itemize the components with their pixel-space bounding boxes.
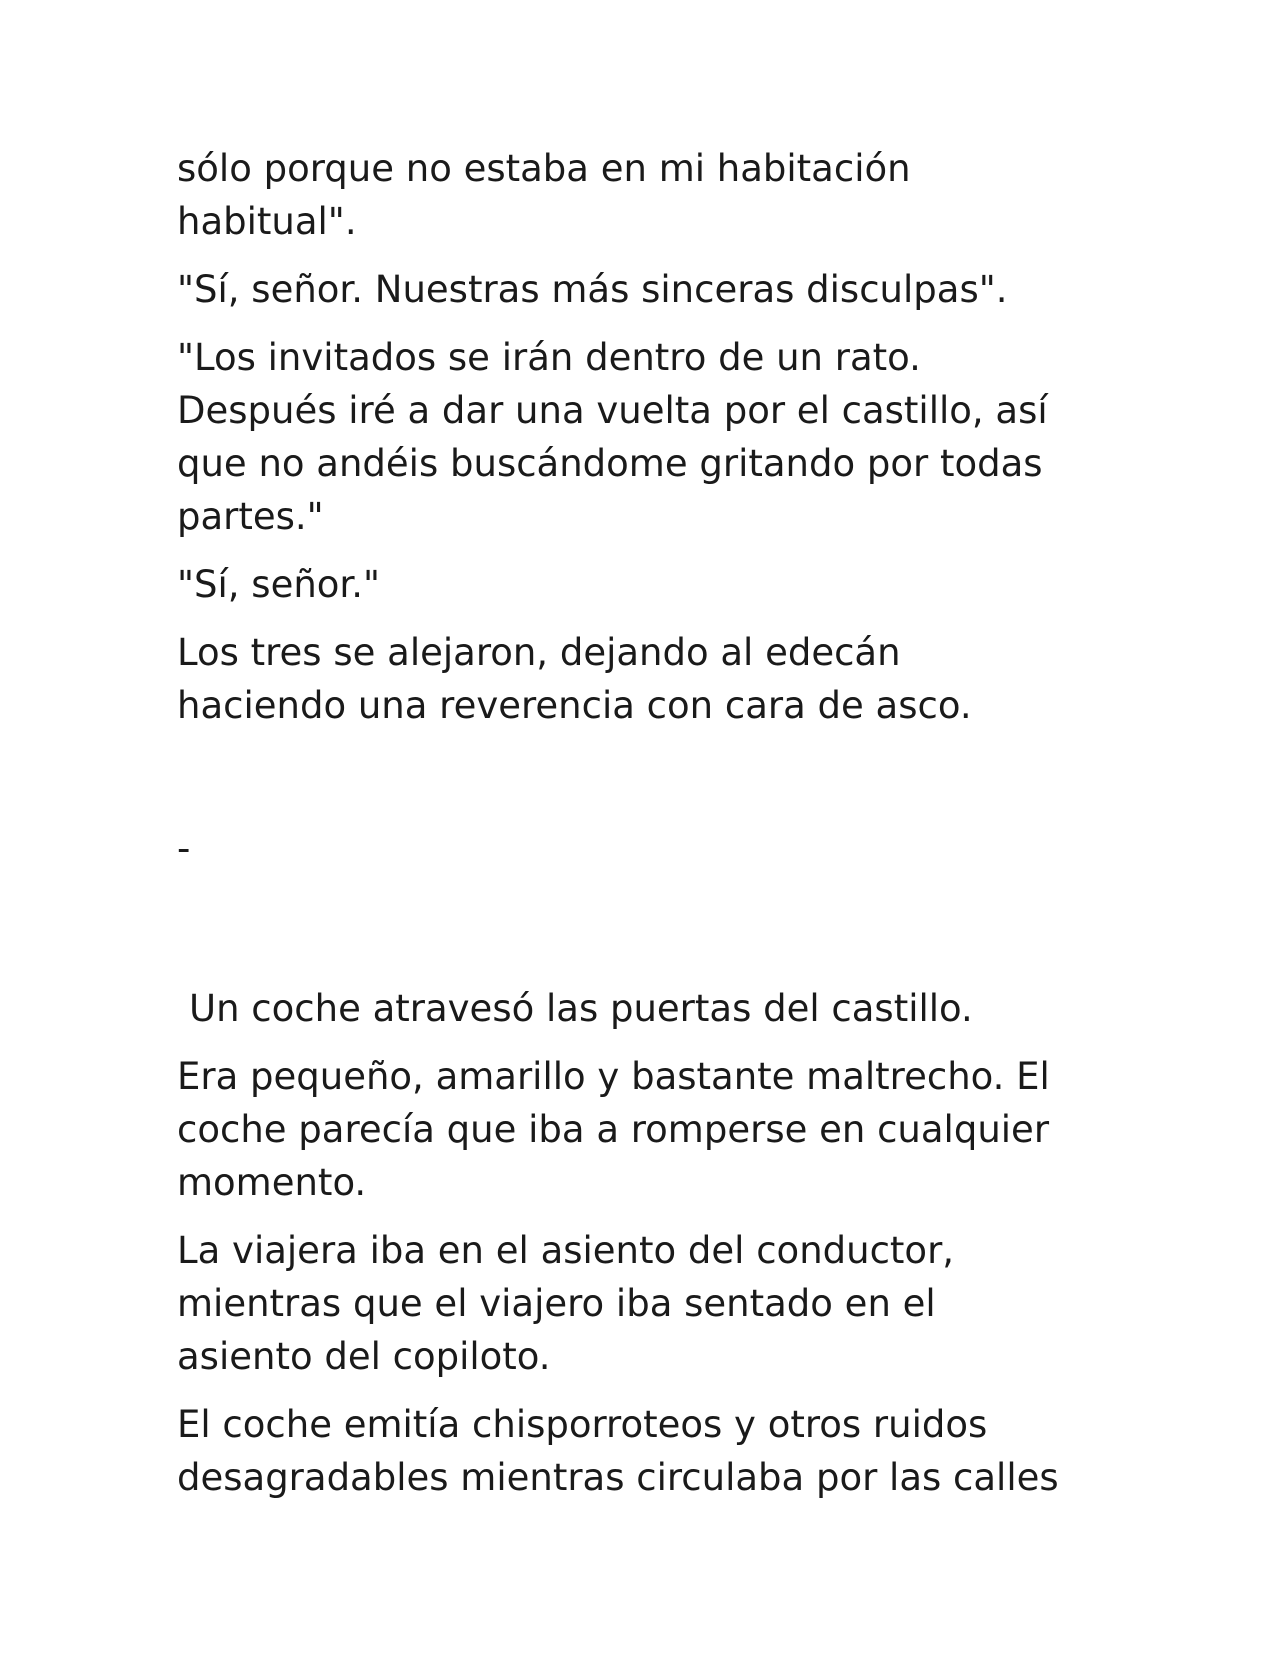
paragraph: "Sí, señor." (177, 563, 381, 606)
paragraph: Un coche atravesó las puertas del castillo. (189, 987, 973, 1030)
text-body (177, 142, 1177, 1519)
paragraph: sólo porque no estaba en mi habitación habitual". (177, 147, 911, 243)
scene-break (177, 747, 1177, 982)
paragraph: La viajera iba en el asiento del conductor, mientras que el viajero iba sentado en el asiento del copiloto. (177, 1229, 955, 1378)
paragraph: El coche emitía chisporroteos y otros ruidos desagradables mientras circulaba por las calles (177, 1403, 1059, 1499)
paragraph: "Sí, señor. Nuestras más sinceras disculpas". (177, 268, 1008, 311)
paragraph: Los tres se alejaron, dejando al edecán haciendo una reverencia con cara de asco. (177, 631, 972, 727)
paragraph: Era pequeño, amarillo y bastante maltrecho. El coche parecía que iba a romperse en cualquier momento. (177, 1055, 1050, 1204)
scene-break-mark: - (177, 827, 191, 870)
paragraph: "Los invitados se irán dentro de un rato. Después iré a dar una vuelta por el castillo, así que no andéis buscándome gritando por todas partes." (177, 336, 1048, 538)
